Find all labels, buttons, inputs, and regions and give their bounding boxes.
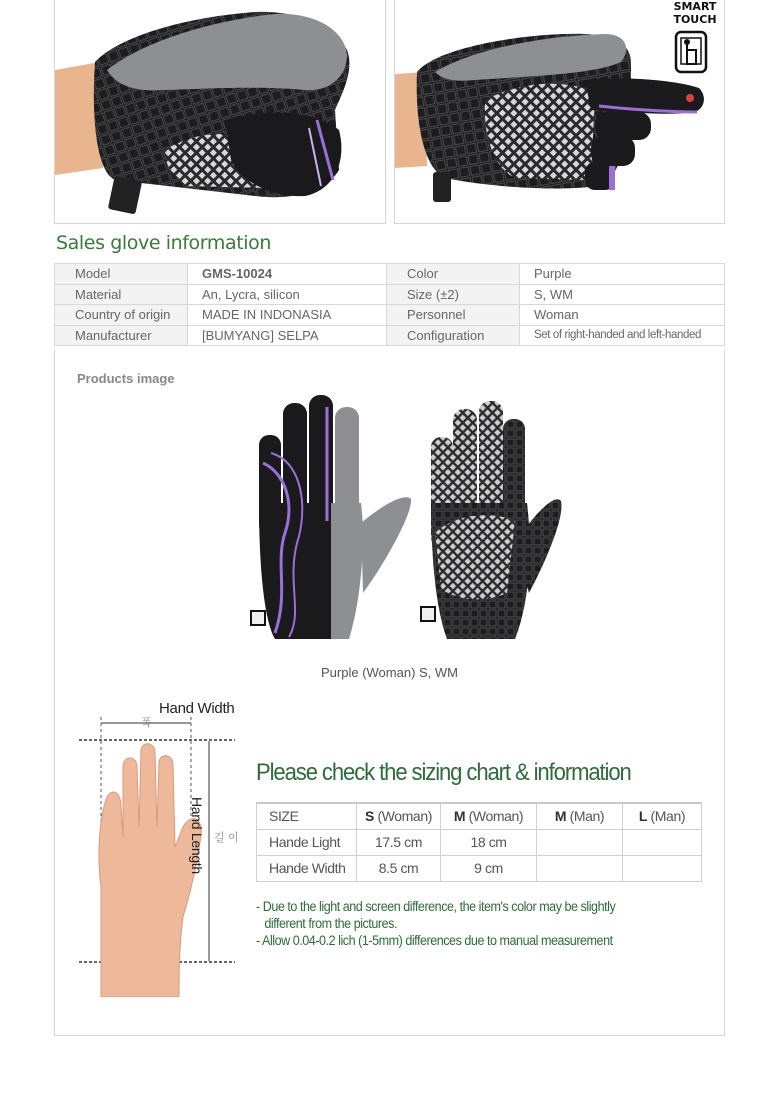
smart-touch-label: SMART TOUCH: [673, 0, 717, 26]
glove-photo-back: [54, 0, 386, 224]
size-cell: 18 cm: [441, 829, 537, 855]
info-value: Set of right-handed and left-handed: [520, 325, 725, 346]
info-value: MADE IN INDONASIA: [188, 305, 387, 326]
smartphone-touch-icon: [670, 28, 712, 76]
hand-width-label-kr: 폭: [141, 716, 152, 729]
table-row: [55, 325, 725, 346]
info-label: Manufacturer: [55, 325, 188, 346]
sizing-heading: Please check the sizing chart & information: [256, 759, 631, 786]
size-row-label: Hande Width: [257, 855, 357, 881]
table-row: [257, 829, 702, 855]
hand-width-label: Hand Width: [159, 700, 235, 717]
hand-length-label-kr: 길 이: [214, 831, 239, 844]
size-header: M (Woman): [441, 803, 537, 829]
table-row: [55, 284, 725, 305]
table-row: [55, 264, 725, 285]
hand-measure-diagram: [79, 697, 259, 997]
size-cell: 9 cm: [441, 855, 537, 881]
glove-photo-smart-touch: [394, 0, 725, 224]
size-cell: [537, 829, 623, 855]
glove-palm-view: [421, 401, 562, 639]
info-value: S, WM: [520, 284, 725, 305]
smart-touch-badge: [670, 0, 720, 76]
size-header: L (Man): [623, 803, 702, 829]
info-value: [BUMYANG] SELPA: [188, 325, 387, 346]
table-header-row: [257, 803, 702, 829]
size-row-label: Hande Light: [257, 829, 357, 855]
info-label: Personnel: [387, 305, 520, 326]
section-title-info: Sales glove information: [56, 232, 272, 254]
size-header: SIZE: [257, 803, 357, 829]
info-value: Purple: [520, 264, 725, 285]
products-image-label: Products image: [77, 371, 175, 386]
info-value: Woman: [520, 305, 725, 326]
table-row: [257, 855, 702, 881]
table-row: [55, 305, 725, 326]
product-detail-panel: [54, 349, 725, 1036]
info-label: Configuration: [387, 325, 520, 346]
size-cell: [537, 855, 623, 881]
info-value: An, Lycra, silicon: [188, 284, 387, 305]
size-cell: [623, 855, 702, 881]
size-cell: 17.5 cm: [357, 829, 441, 855]
note-line: - Allow 0.04-0.2 lich (1-5mm) differences due to manual measurement: [256, 933, 613, 948]
sizing-notes: [256, 898, 615, 949]
info-label: Material: [55, 284, 188, 305]
info-value: GMS-10024: [188, 264, 387, 285]
size-header: M (Man): [537, 803, 623, 829]
info-label: Country of origin: [55, 305, 188, 326]
info-label: Color: [387, 264, 520, 285]
product-info-table: [54, 263, 725, 346]
note-line: different from the pictures.: [264, 916, 397, 931]
size-cell: [623, 829, 702, 855]
glove-back-view: [251, 395, 411, 639]
size-cell: 8.5 cm: [357, 855, 441, 881]
product-caption: Purple (Woman) S, WM: [321, 665, 459, 680]
sizing-table: [256, 802, 702, 882]
product-gloves-image: [245, 393, 575, 649]
size-header: S (Woman): [357, 803, 441, 829]
note-line: - Due to the light and screen difference, the item's color may be slightly: [256, 899, 616, 914]
info-label: Model: [55, 264, 188, 285]
hand-length-label: Hand Length: [189, 797, 205, 874]
info-label: Size (±2): [387, 284, 520, 305]
